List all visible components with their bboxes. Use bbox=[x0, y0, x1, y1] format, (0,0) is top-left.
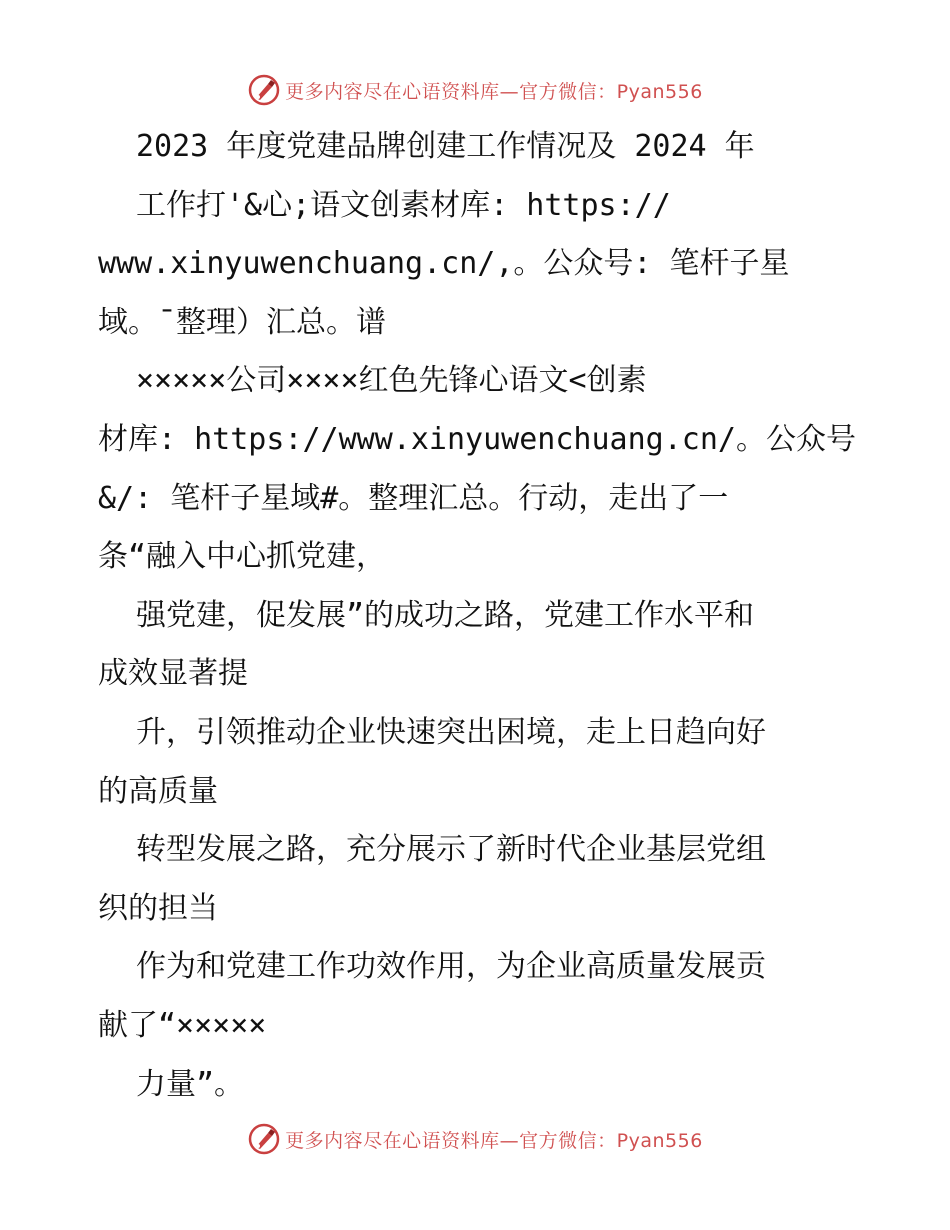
document-line: 转型发展之路，充分展示了新时代企业基层党组 bbox=[136, 832, 766, 868]
document-line: 材库: https://www.xinyuwenchuang.cn/。公众号 bbox=[98, 421, 856, 457]
document-line: 工作打'&心;语文创素材库: https:// bbox=[136, 187, 671, 223]
document-line: 域。¯整理）汇总。谱 bbox=[98, 304, 387, 340]
pen-circle-logo-icon bbox=[247, 1122, 281, 1156]
pen-circle-logo-icon bbox=[247, 73, 281, 107]
document-line: 成效显著提 bbox=[98, 656, 248, 692]
document-line: 强党建，促发展”的成功之路，党建工作水平和 bbox=[136, 597, 755, 633]
document-body bbox=[98, 118, 858, 1114]
document-line: 条“融入中心抓党建， bbox=[98, 539, 387, 575]
document-line: 力量”。 bbox=[136, 1066, 245, 1102]
document-line: 织的担当 bbox=[98, 890, 218, 926]
header-banner bbox=[0, 70, 950, 110]
document-line: 作为和党建工作功效作用，为企业高质量发展贡 bbox=[136, 949, 766, 985]
document-line: 2023 年度党建品牌创建工作情况及 2024 年 bbox=[136, 129, 755, 164]
header-banner-text: 更多内容尽在心语资料库—官方微信：Pyan556 bbox=[285, 80, 703, 103]
document-line: 升，引领推动企业快速突出困境，走上日趋向好 bbox=[136, 714, 766, 750]
document-line: 献了“××××× bbox=[98, 1007, 267, 1043]
footer-banner bbox=[0, 1119, 950, 1159]
document-line: &/: 笔杆子星域#。整理汇总。行动，走出了一 bbox=[98, 480, 729, 516]
document-line: ×××××公司××××红色先锋心语文<创素 bbox=[136, 363, 647, 399]
document-line: 的高质量 bbox=[98, 773, 218, 809]
document-line: www.xinyuwenchuang.cn/,。公众号: 笔杆子星 bbox=[98, 246, 790, 282]
footer-banner-text: 更多内容尽在心语资料库—官方微信：Pyan556 bbox=[285, 1129, 703, 1152]
